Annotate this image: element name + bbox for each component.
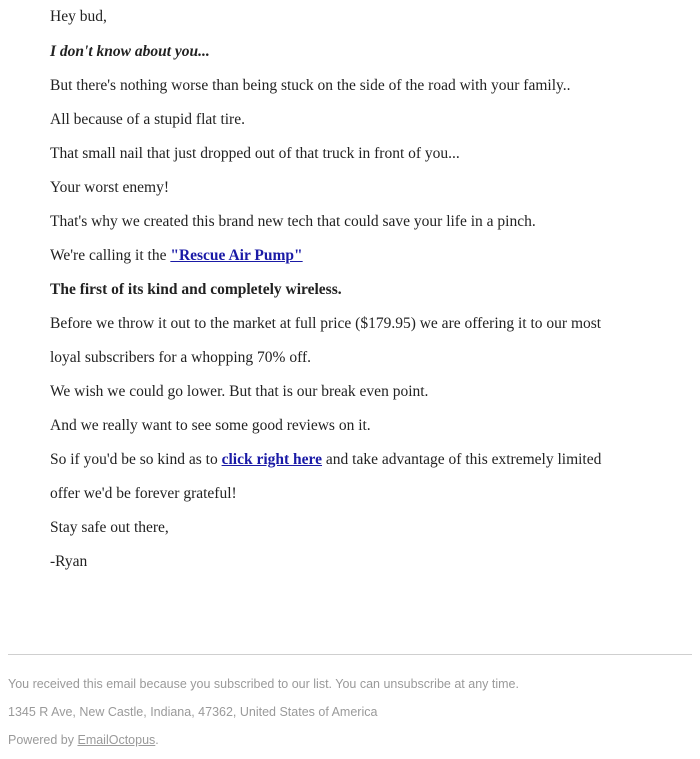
paragraph-reviews: And we really want to see some good reviews on it. xyxy=(50,417,371,434)
powered-by-prefix: Powered by xyxy=(8,733,78,747)
email-body xyxy=(50,0,650,579)
paragraph-flat-tire: All because of a stupid flat tire. xyxy=(50,111,245,128)
paragraph-created: That's why we created this brand new tech that could save your life in a pinch. xyxy=(50,213,536,230)
powered-by xyxy=(8,726,692,754)
headline: The first of its kind and completely wireless. xyxy=(50,281,342,298)
cta-prefix: So if you'd be so kind as to xyxy=(50,451,222,468)
paragraph-stuck: But there's nothing worse than being stuck on the side of the road with your family.. xyxy=(50,77,571,94)
product-link[interactable]: "Rescue Air Pump" xyxy=(170,247,303,264)
calling-prefix: We're calling it the xyxy=(50,247,171,264)
emailoctopus-link[interactable]: EmailOctopus xyxy=(77,733,156,747)
paragraph-nail: That small nail that just dropped out of that truck in front of you... xyxy=(50,145,460,162)
click-right-here-link[interactable]: click right here xyxy=(221,451,323,468)
signoff: Stay safe out there, xyxy=(50,519,169,536)
paragraph-offer-line-1: Before we throw it out to the market at full price ($179.95) we are offering it to our most xyxy=(50,315,602,332)
signature: -Ryan xyxy=(50,553,88,570)
opener: I don't know about you... xyxy=(50,43,210,60)
footer xyxy=(8,670,692,754)
postal-address: 1345 R Ave, New Castle, Indiana, 47362, United States of America xyxy=(8,705,378,719)
paragraph-enemy: Your worst enemy! xyxy=(50,179,169,196)
paragraph-go-lower: We wish we could go lower. But that is our break even point. xyxy=(50,383,429,400)
footer-divider xyxy=(8,654,692,655)
greeting: Hey bud, xyxy=(50,8,107,25)
cta-suffix: and take advantage of this extremely limited xyxy=(322,451,602,468)
paragraph-cta-line-2: offer we'd be forever grateful! xyxy=(50,485,237,502)
paragraph-calling xyxy=(50,239,650,273)
paragraph-cta xyxy=(50,443,650,477)
paragraph-offer-line-2: loyal subscribers for a whopping 70% off. xyxy=(50,349,312,366)
subscribed-notice: You received this email because you subscribed to our list. You can unsubscribe at any time. xyxy=(8,677,519,691)
powered-by-suffix: . xyxy=(155,733,159,747)
